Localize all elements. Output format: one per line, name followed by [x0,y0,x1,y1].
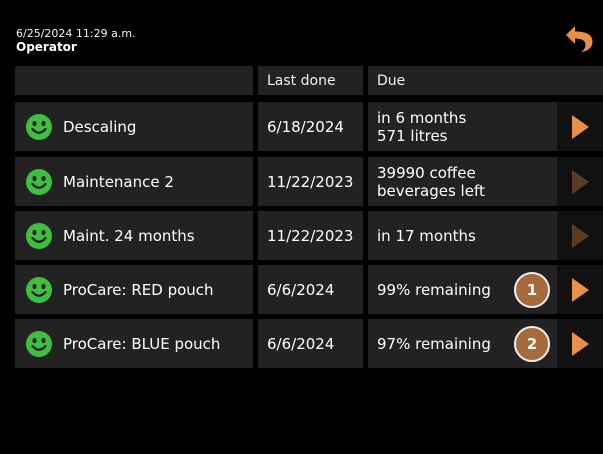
open-task-button [557,157,603,206]
column-header-name [15,66,253,95]
task-name: Descaling [63,117,137,136]
play-arrow-icon [570,331,590,357]
task-name-cell [15,265,253,314]
task-name: ProCare: BLUE pouch [63,334,221,353]
task-name-cell [15,157,253,206]
header [0,0,603,66]
column-header-last-done: Last done [258,66,363,95]
task-name: Maintenance 2 [63,172,174,191]
last-done-date: 6/18/2024 [258,102,363,151]
table-row [15,157,603,206]
play-arrow-icon [570,114,590,140]
open-task-button[interactable] [557,102,603,151]
pouch-number-badge: 1 [514,272,550,308]
task-name-cell [15,211,253,260]
due-text [377,227,476,245]
smiley-icon [25,168,53,196]
table-row [15,265,603,314]
undo-arrow-icon [562,20,598,56]
smiley-icon [25,330,53,358]
last-done-date: 6/6/2024 [258,319,363,368]
back-button[interactable] [562,20,598,56]
open-task-button[interactable] [557,265,603,314]
task-name: Maint. 24 months [63,226,195,245]
due-line-1: 99% remaining [377,280,491,299]
due-text [377,335,491,353]
due-text [377,164,485,200]
table-row [15,102,603,151]
pouch-number-badge: 2 [514,326,550,362]
column-header-due: Due [368,66,603,95]
open-task-button [557,211,603,260]
date-time: 6/25/2024 11:29 a.m. [16,27,136,40]
task-name: ProCare: RED pouch [63,280,214,299]
smiley-icon [25,276,53,304]
last-done-date: 6/6/2024 [258,265,363,314]
play-arrow-icon [570,169,590,195]
last-done-date: 11/22/2023 [258,211,363,260]
task-name-cell [15,102,253,151]
due-line-1: 97% remaining [377,334,491,353]
open-task-button[interactable] [557,319,603,368]
table-header-row [15,66,603,95]
user-role: Operator [16,40,77,54]
last-done-date: 11/22/2023 [258,157,363,206]
table-row [15,319,603,368]
due-text [377,109,466,145]
due-text [377,281,491,299]
due-line-1: in 6 months [377,108,467,127]
due-line-1: 39990 coffee [377,163,476,182]
due-line-2: beverages left [377,181,485,200]
smiley-icon [25,113,53,141]
due-line-1: in 17 months [377,226,476,245]
due-line-2: 571 litres [377,126,448,145]
play-arrow-icon [570,223,590,249]
table-row [15,211,603,260]
play-arrow-icon [570,277,590,303]
task-name-cell [15,319,253,368]
smiley-icon [25,222,53,250]
